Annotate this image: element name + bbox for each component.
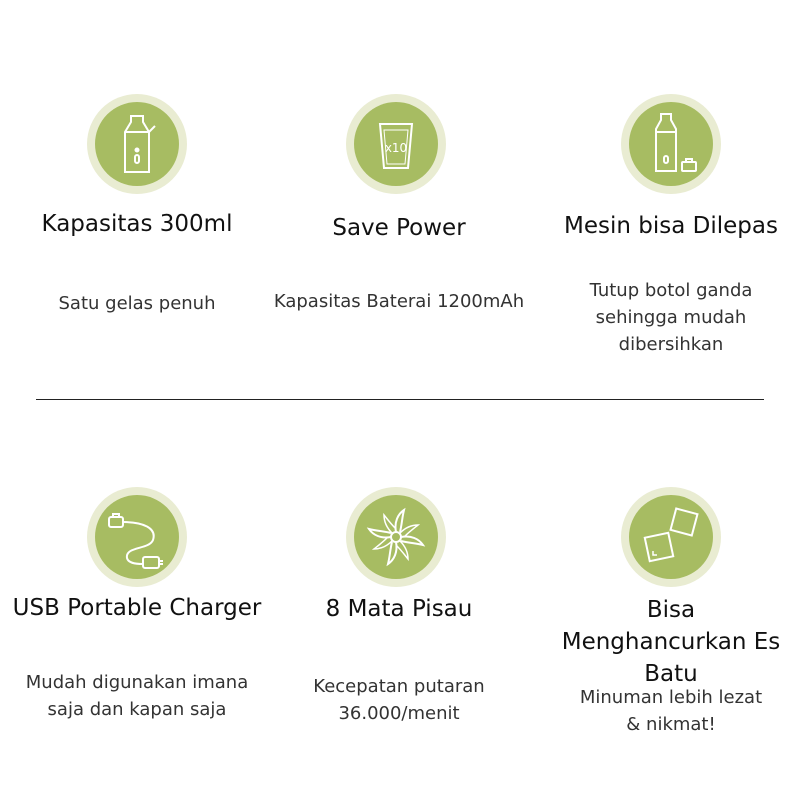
feature-ice-crush bbox=[541, 400, 800, 800]
feature-usb-charger bbox=[7, 400, 267, 800]
feature-description: Minuman lebih lezat & nikmat! bbox=[579, 687, 763, 735]
feature-title: Bisa Menghancurkan Es Batu bbox=[561, 597, 781, 687]
feature-title: USB Portable Charger bbox=[12, 595, 262, 621]
feature-title: Save Power bbox=[332, 215, 466, 241]
feature-description: Satu gelas penuh bbox=[58, 293, 216, 314]
detachable-icon-circle bbox=[621, 94, 721, 194]
blade-icon bbox=[354, 495, 438, 579]
feature-title: 8 Mata Pisau bbox=[325, 596, 473, 622]
ice-cube-icon bbox=[629, 495, 713, 579]
feature-blades bbox=[269, 400, 529, 800]
save-power-icon-circle bbox=[346, 94, 446, 194]
feature-description: Kapasitas Baterai 1200mAh bbox=[273, 291, 525, 312]
ice-icon-circle bbox=[621, 487, 721, 587]
feature-detachable bbox=[541, 0, 800, 400]
feature-capacity bbox=[7, 0, 267, 400]
cup-x10-icon bbox=[354, 102, 438, 186]
feature-description: Tutup botol ganda sehingga mudah dibersihkan bbox=[589, 280, 753, 355]
capacity-icon-circle bbox=[87, 94, 187, 194]
feature-title: Mesin bisa Dilepas bbox=[564, 213, 778, 239]
blade-icon-circle bbox=[346, 487, 446, 587]
detachable-bottle-icon bbox=[629, 102, 713, 186]
feature-description: Mudah digunakan imana saja dan kapan saja bbox=[25, 672, 249, 720]
usb-icon-circle bbox=[87, 487, 187, 587]
feature-save-power bbox=[269, 0, 529, 400]
usb-cable-icon bbox=[95, 495, 179, 579]
feature-title: Kapasitas 300ml bbox=[41, 211, 233, 237]
bottle-icon bbox=[95, 102, 179, 186]
feature-description: Kecepatan putaran 36.000/menit bbox=[313, 676, 485, 724]
cup-x10-label: x10 bbox=[384, 141, 408, 155]
